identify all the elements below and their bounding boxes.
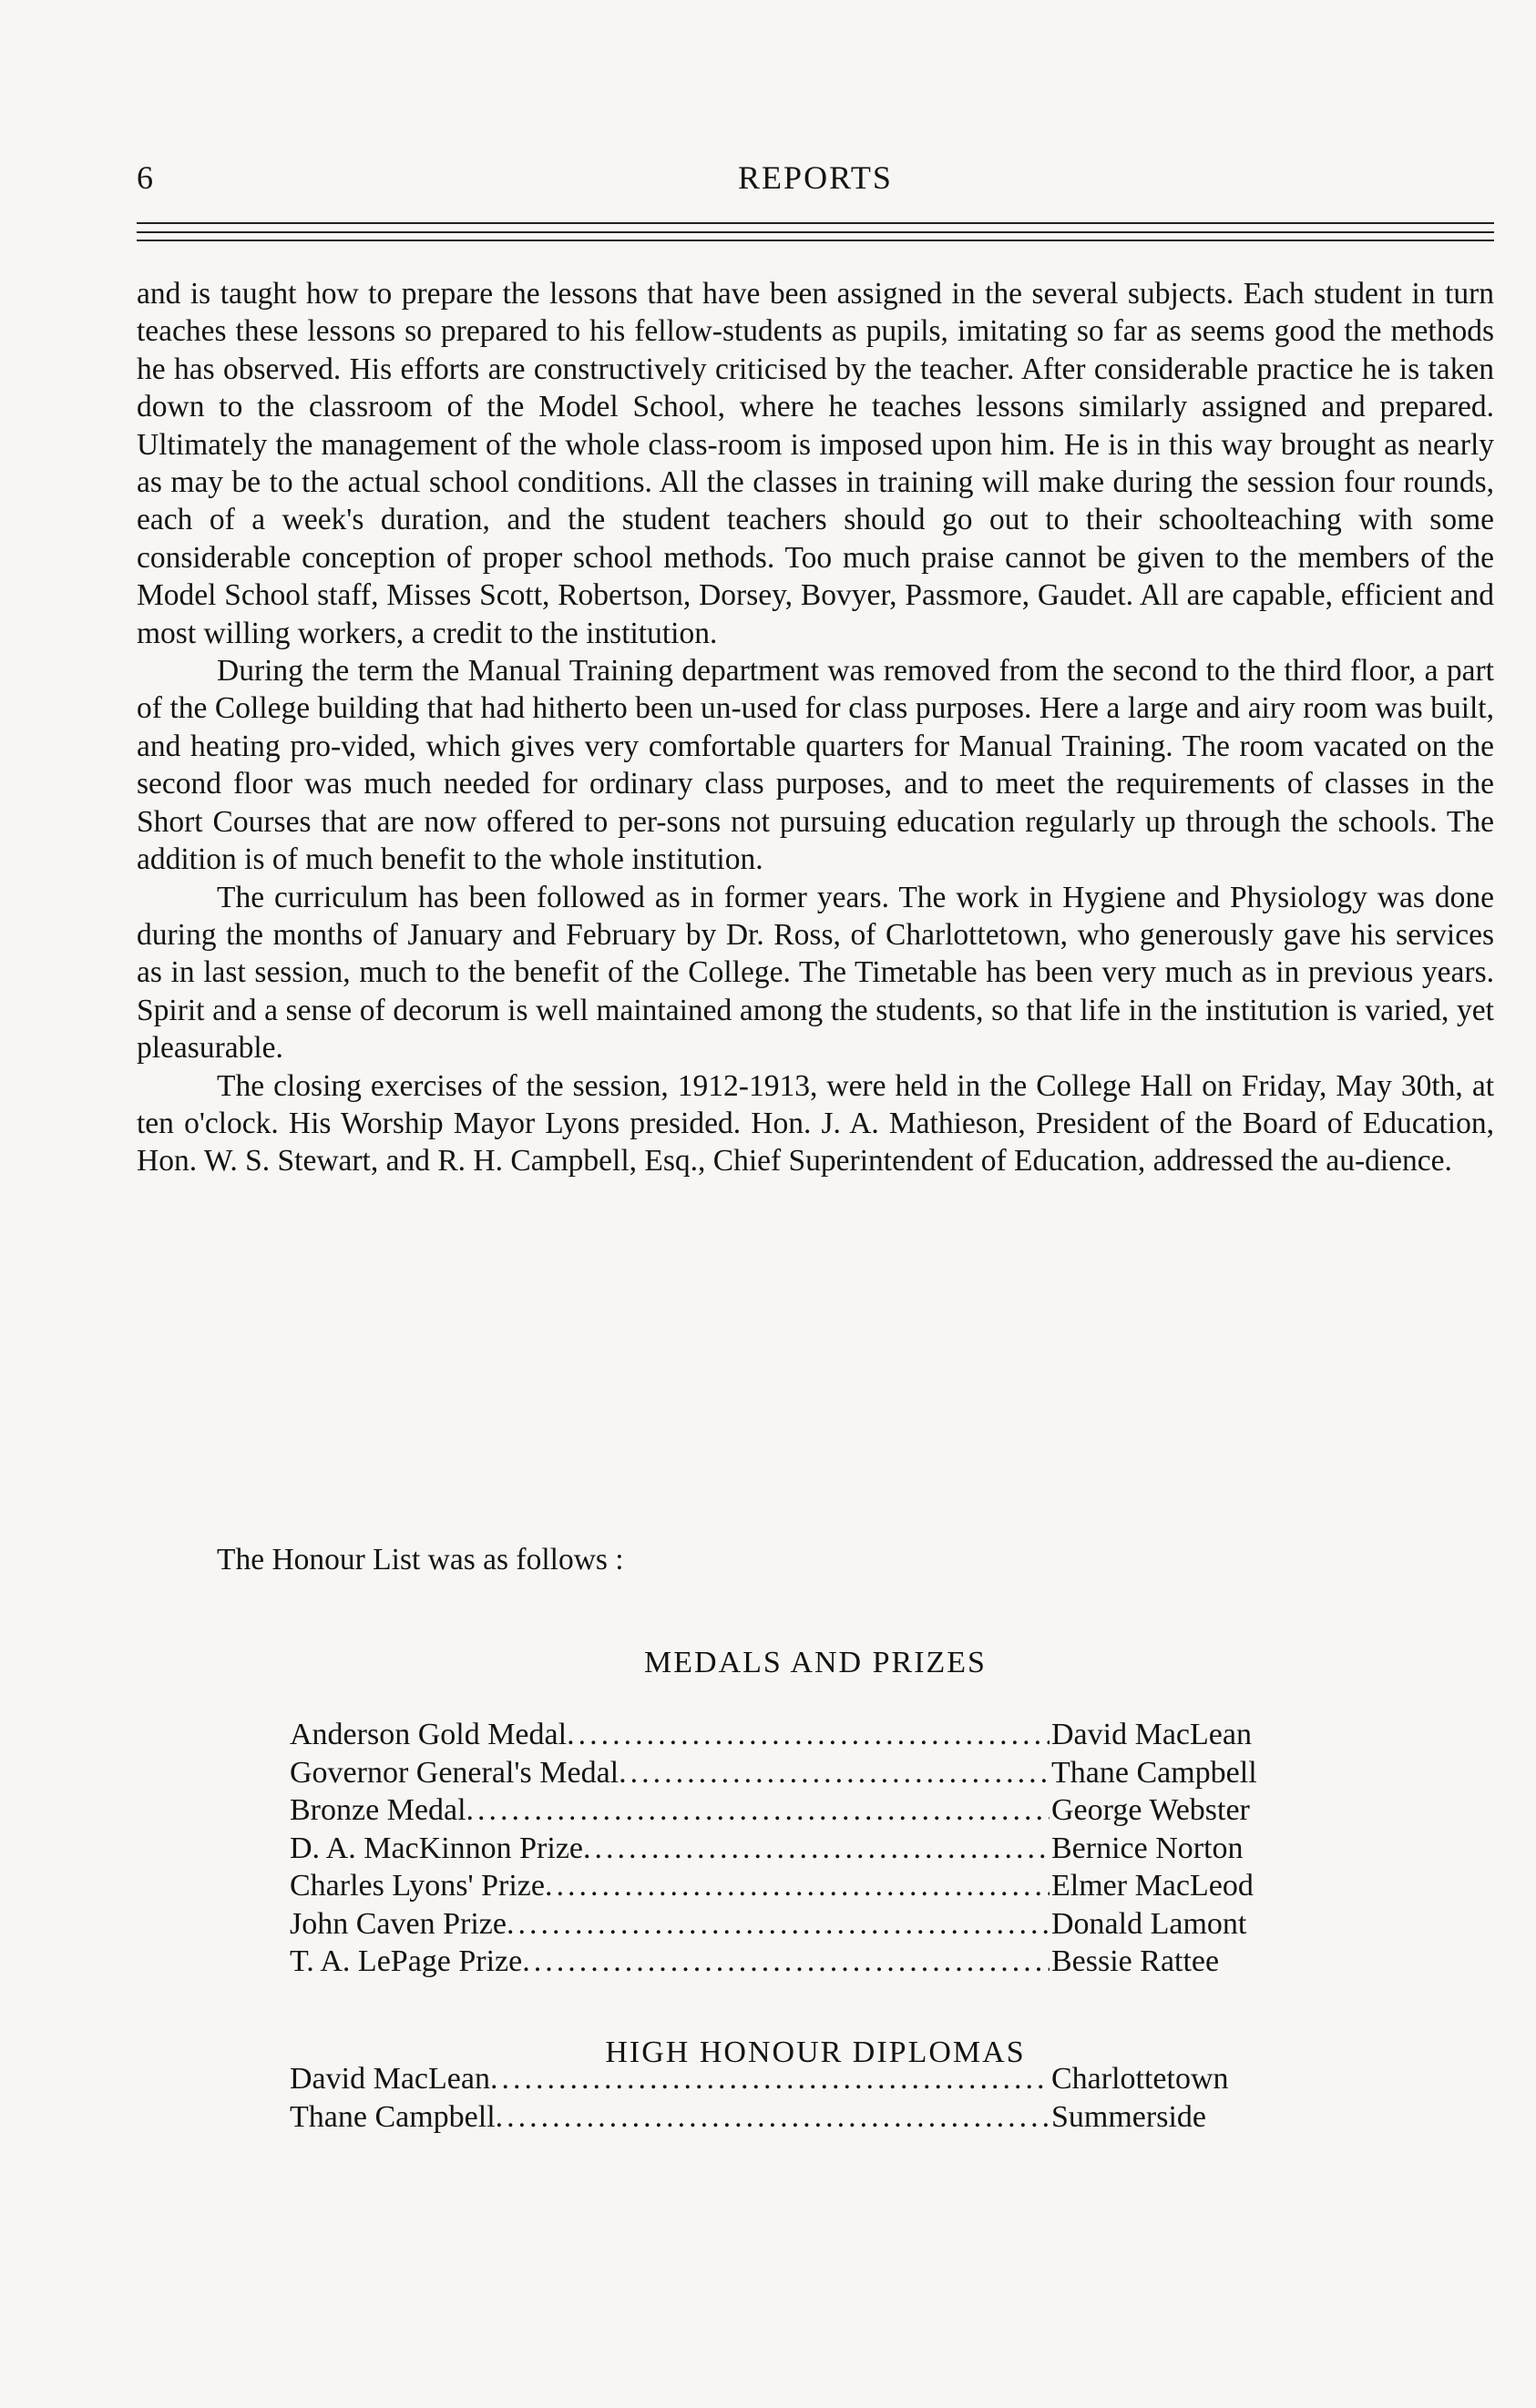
medals-heading: MEDALS AND PRIZES <box>644 1646 987 1679</box>
page-number: 6 <box>137 159 153 196</box>
list-item <box>290 1830 1328 1868</box>
paragraph-model-school: and is taught how to prepare the lessons that have been assigned in the several subjects. Each student in turn teaches these lessons so prepared to his fellow-students as pupils, imitating so far as seems good the methods he has observed. His efforts are constructively criticised by the teacher. After considerable practice he is taken down to the classroom of the Model School, where he teaches lessons similarly assigned and prepared. Ultimately the management of the whole class-room is imposed upon him. He is in this way brought as nearly as may be to the actual school conditions. All the classes in training will make during the session four rounds, each of a week's duration, and the student teachers should go out to their schoolteaching with some considerable conception of proper school methods. Too much praise cannot be given to the members of the Model School staff, Misses Scott, Robertson, Dorsey, Bovyer, Passmore, Gaudet. All are capable, efficient and most willing workers, a credit to the institution. <box>137 277 1494 650</box>
paragraph-manual-training: During the term the Manual Training department was removed from the second to the third floor, a part of the College building that had hitherto been un-used for class purposes. Here a large and airy room was built, and heating pro-vided, which gives very comfortable quarters for Manual Training. The room vacated on the second floor was much needed for ordinary class purposes, and to meet the requirements of classes in the Short Courses that are now offered to per-sons not pursuing education regularly up through the schools. The addition is of much benefit to the whole institution. <box>137 654 1494 877</box>
award-winner: George Webster <box>1051 1793 1250 1827</box>
list-item <box>290 1716 1328 1754</box>
diplomas-list <box>290 2060 1328 2136</box>
award-winner: Thane Campbell <box>1051 1755 1257 1790</box>
medals-list <box>290 1716 1328 1981</box>
award-winner: Elmer MacLeod <box>1051 1869 1254 1903</box>
award-name: Bronze Medal <box>290 1793 466 1827</box>
leader-dots <box>545 1867 1050 1905</box>
award-name: D. A. MacKinnon Prize <box>290 1831 584 1865</box>
page-header <box>137 155 1494 200</box>
award-name: John Caven Prize <box>290 1906 507 1941</box>
award-winner: Bernice Norton <box>1051 1831 1244 1865</box>
leader-dots <box>522 1943 1050 1981</box>
leader-dots <box>567 1716 1050 1754</box>
list-item <box>290 1905 1328 1944</box>
list-item <box>290 2098 1328 2137</box>
list-item <box>290 1754 1328 1792</box>
leader-dots <box>507 1905 1050 1944</box>
leader-dots <box>490 2060 1050 2098</box>
award-name: Charles Lyons' Prize <box>290 1869 545 1903</box>
honour-list-intro: The Honour List was as follows : <box>217 1543 624 1576</box>
header-rule-middle <box>137 231 1494 233</box>
leader-dots <box>496 2098 1050 2137</box>
leader-dots <box>466 1791 1050 1830</box>
paragraph-curriculum: The curriculum has been followed as in former years. The work in Hygiene and Physiology was done during the months of January and February by Dr. Ross, of Charlottetown, who generously gave his services as in last session, much to the benefit of the College. The Timetable has been very much as in previous years. Spirit and a sense of decorum is well maintained among the students, so that life in the institution is varied, yet pleasurable. <box>137 880 1494 1066</box>
diploma-hometown: Charlottetown <box>1051 2062 1229 2096</box>
body-text <box>137 275 1494 1180</box>
diploma-recipient: Thane Campbell <box>290 2099 496 2134</box>
leader-dots <box>583 1830 1050 1868</box>
header-rule-bottom <box>137 240 1494 241</box>
award-name: T. A. LePage Prize <box>290 1944 523 1978</box>
list-item <box>290 1943 1328 1981</box>
award-winner: Bessie Rattee <box>1051 1944 1220 1978</box>
list-item <box>290 2060 1328 2098</box>
award-winner: David MacLean <box>1051 1718 1252 1751</box>
award-name: Governor General's Medal <box>290 1755 620 1790</box>
header-rule-top <box>137 222 1494 224</box>
leader-dots <box>619 1754 1050 1792</box>
diploma-hometown: Summerside <box>1051 2099 1206 2134</box>
paragraph-closing-exercises: The closing exercises of the session, 1912-1913, were held in the College Hall on Friday, May 30th, at ten o'clock. His Worship Mayor Lyons presided. Hon. J. A. Mathieson, President of the Board of Education, Hon. W. S. Stewart, and R. H. Campbell, Esq., Chief Superintendent of Education, addressed the au-dience. <box>137 1068 1494 1178</box>
award-name: Anderson Gold Medal <box>290 1718 568 1751</box>
list-item <box>290 1791 1328 1830</box>
running-head: REPORTS <box>738 159 893 196</box>
award-winner: Donald Lamont <box>1051 1906 1247 1941</box>
diploma-recipient: David MacLean <box>290 2062 490 2096</box>
list-item <box>290 1867 1328 1905</box>
diplomas-heading: HIGH HONOUR DIPLOMAS <box>605 2036 1026 2069</box>
